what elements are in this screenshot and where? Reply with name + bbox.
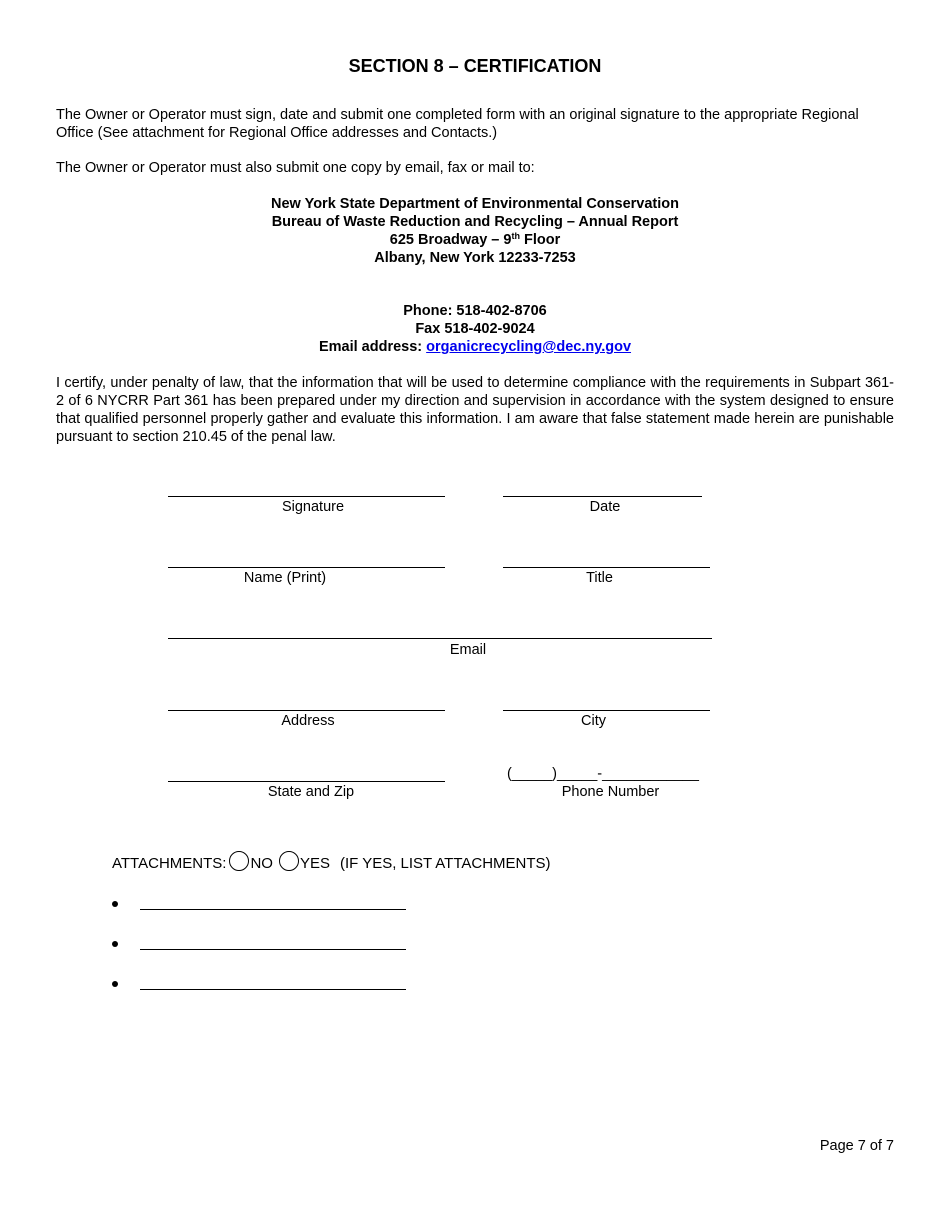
address-city: Albany, New York 12233-7253 <box>374 250 576 266</box>
intro-paragraph-1: The Owner or Operator must sign, date and submit one completed form with an original signature to the appropriate Regional Office (See attachment for Regional Office addresses and Contacts.) <box>56 107 859 141</box>
address-line[interactable] <box>168 710 445 711</box>
city-line[interactable] <box>503 710 710 711</box>
name-label: Name (Print) <box>243 570 327 586</box>
attachment-line-1[interactable] <box>140 909 406 910</box>
attachment-line-2[interactable] <box>140 949 406 950</box>
mailing-address <box>0 195 950 267</box>
attachment-line-3[interactable] <box>140 989 406 990</box>
address-label: Address <box>281 713 335 729</box>
contact-phone: Phone: 518-402-8706 <box>403 303 547 319</box>
intro-paragraph-2: The Owner or Operator must also submit one copy by email, fax or mail to: <box>56 160 535 176</box>
page-number: Page 7 of 7 <box>819 1138 894 1154</box>
no-label: NO <box>250 854 273 872</box>
yes-label: YES <box>299 854 330 872</box>
state-zip-line[interactable] <box>168 781 445 782</box>
contact-fax: Fax 518-402-9024 <box>415 321 535 337</box>
bullet-icon <box>112 941 118 947</box>
bullet-icon <box>112 981 118 987</box>
signature-label: Signature <box>281 499 345 515</box>
title-label: Title <box>586 570 613 586</box>
email-label: Email <box>449 642 487 658</box>
section-title: SECTION 8 – CERTIFICATION <box>348 56 602 76</box>
yes-radio[interactable] <box>279 851 299 871</box>
phone-number-field[interactable]: (_____)_____-____________ <box>507 766 699 782</box>
attachments-hint: (IF YES, LIST ATTACHMENTS) <box>339 854 551 872</box>
signature-line[interactable] <box>168 496 445 497</box>
address-bureau: Bureau of Waste Reduction and Recycling – Annual Report <box>271 214 679 230</box>
address-street: 625 Broadway – 9th Floor <box>389 231 561 248</box>
attachments-row <box>112 851 551 875</box>
name-line[interactable] <box>168 567 445 568</box>
email-line[interactable] <box>168 638 712 639</box>
city-label: City <box>581 713 606 729</box>
state-zip-label: State and Zip <box>267 784 355 800</box>
phone-number-label: Phone Number <box>561 784 660 800</box>
no-radio[interactable] <box>229 851 249 871</box>
contact-email-row: Email address: organicrecycling@dec.ny.gov <box>318 339 632 355</box>
contact-block <box>0 302 950 356</box>
title-line[interactable] <box>503 567 710 568</box>
certification-statement: I certify, under penalty of law, that the information that will be used to determine compliance with the requirements in Subpart 361-2 of 6 NYCRR Part 361 has been prepared under my direction and supervision in accordance with the system designed to ensure that qualified personnel properly gather and evaluate this information. I am aware that false statement made herein are punishable pursuant to section 210.45 of the penal law. <box>56 375 894 445</box>
date-line[interactable] <box>503 496 702 497</box>
attachments-label: ATTACHMENTS: <box>112 854 227 872</box>
bullet-icon <box>112 901 118 907</box>
date-label: Date <box>589 499 621 515</box>
address-org: New York State Department of Environmental Conservation <box>271 196 679 212</box>
email-link[interactable]: organicrecycling@dec.ny.gov <box>426 339 632 355</box>
